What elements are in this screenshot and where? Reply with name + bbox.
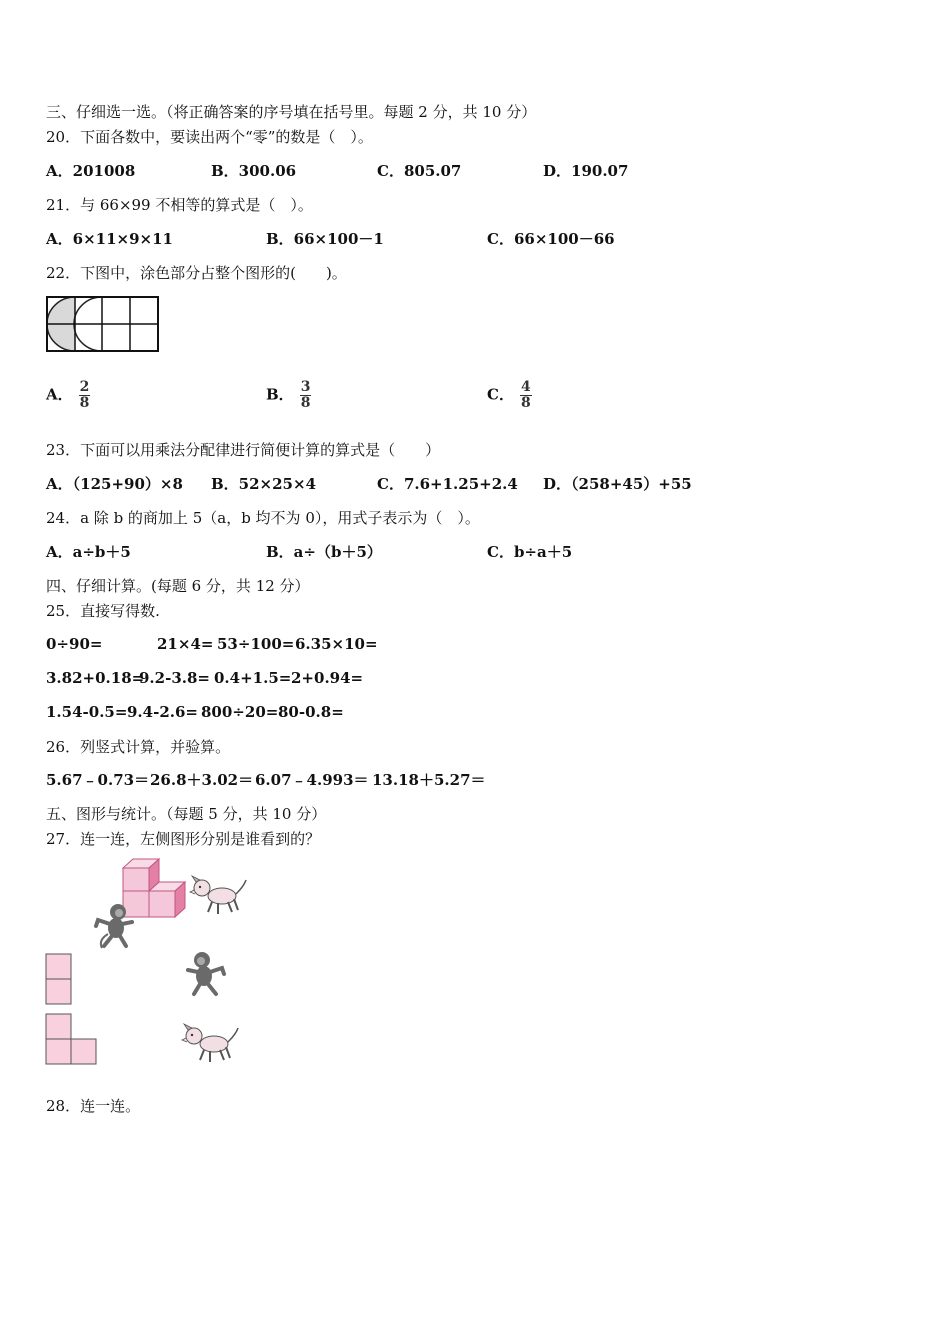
q21-option-a: A．6×11×9×11	[46, 230, 173, 248]
q23-option-d: D．（258+45）+55	[543, 475, 692, 493]
q22-option-a-label: A．	[46, 385, 73, 404]
q22-option-c	[487, 380, 532, 411]
calc-item: 3.82+0.18=	[46, 669, 145, 687]
monkey-icon	[92, 902, 138, 950]
q23-option-a: A．（125+90）×8	[46, 475, 183, 493]
q20-option-b: B．300.06	[211, 162, 297, 180]
shaded-grid-figure	[46, 296, 160, 352]
calc-item: 6.07﹣4.993＝	[255, 771, 369, 789]
q20-option-c: C．805.07	[377, 162, 462, 180]
fraction-a	[79, 380, 91, 411]
view-shape-l	[45, 1013, 99, 1066]
question-25: 25．直接写得数.	[46, 602, 160, 620]
fraction-a-numerator: 2	[79, 379, 90, 395]
section-5-header: 五、图形与统计。（每题 5 分，共 10 分）	[46, 805, 327, 823]
monkey-icon	[182, 950, 228, 998]
q22-option-a	[46, 380, 90, 411]
calc-item: 53÷100=	[217, 635, 295, 653]
question-21: 21．与 66×99 不相等的算式是（ ）。	[46, 196, 313, 214]
calc-item: 9.2-3.8=	[139, 669, 210, 687]
calc-item: 21×4=	[157, 635, 214, 653]
calc-item: 9.4-2.6=	[127, 703, 198, 721]
section-4-header: 四、仔细计算。(每题 6 分，共 12 分）	[46, 577, 310, 595]
calc-item: 80-0.8=	[278, 703, 344, 721]
dog-icon	[188, 872, 248, 916]
calc-item: 26.8＋3.02＝	[150, 771, 254, 789]
calc-item: 1.54-0.5=	[46, 703, 128, 721]
view-shape-vertical	[45, 953, 73, 1005]
q20-option-a: A．201008	[46, 162, 136, 180]
question-28: 28．连一连。	[46, 1097, 141, 1115]
fraction-b-denominator: 8	[300, 395, 311, 411]
fraction-c-denominator: 8	[520, 395, 531, 411]
fraction-c-numerator: 4	[520, 379, 531, 395]
q20-option-d: D．190.07	[543, 162, 629, 180]
question-24: 24．a 除 b 的商加上 5（a，b 均不为 0），用式子表示为（ ）。	[46, 509, 480, 527]
q24-option-b: B．a÷（b＋5）	[266, 543, 382, 561]
question-26: 26．列竖式计算，并验算。	[46, 738, 231, 756]
calc-item: 0.4+1.5=	[214, 669, 292, 687]
calc-item: 13.18＋5.27＝	[372, 771, 486, 789]
q22-option-c-label: C．	[487, 385, 514, 404]
question-22: 22．下图中，涂色部分占整个图形的( )。	[46, 264, 347, 282]
calc-item: 800÷20=	[201, 703, 279, 721]
question-27: 27．连一连，左侧图形分别是谁看到的？	[46, 830, 321, 848]
calc-item: 2+0.94=	[291, 669, 364, 687]
q22-option-b-label: B．	[266, 385, 294, 404]
fraction-c	[520, 380, 532, 411]
q22-option-b	[266, 380, 311, 411]
q21-option-b: B．66×100－1	[266, 230, 384, 248]
fraction-b-numerator: 3	[300, 379, 311, 395]
q21-option-c: C．66×100－66	[487, 230, 615, 248]
section-3-header: 三、仔细选一选。（将正确答案的序号填在括号里。每题 2 分，共 10 分）	[46, 103, 537, 121]
calc-item: 5.67﹣0.73＝	[46, 771, 150, 789]
q24-option-a: A．a÷b＋5	[46, 543, 131, 561]
dog-icon	[180, 1020, 240, 1064]
fraction-a-denominator: 8	[79, 395, 90, 411]
q24-option-c: C．b÷a＋5	[487, 543, 573, 561]
question-20: 20．下面各数中，要读出两个“零”的数是（ ）。	[46, 128, 373, 146]
calc-item: 6.35×10=	[295, 635, 378, 653]
fraction-b	[300, 380, 312, 411]
calc-item: 0÷90=	[46, 635, 103, 653]
question-23: 23．下面可以用乘法分配律进行简便计算的算式是（ ）	[46, 441, 441, 459]
q23-option-c: C．7.6+1.25+2.4	[377, 475, 518, 493]
q23-option-b: B．52×25×4	[211, 475, 317, 493]
